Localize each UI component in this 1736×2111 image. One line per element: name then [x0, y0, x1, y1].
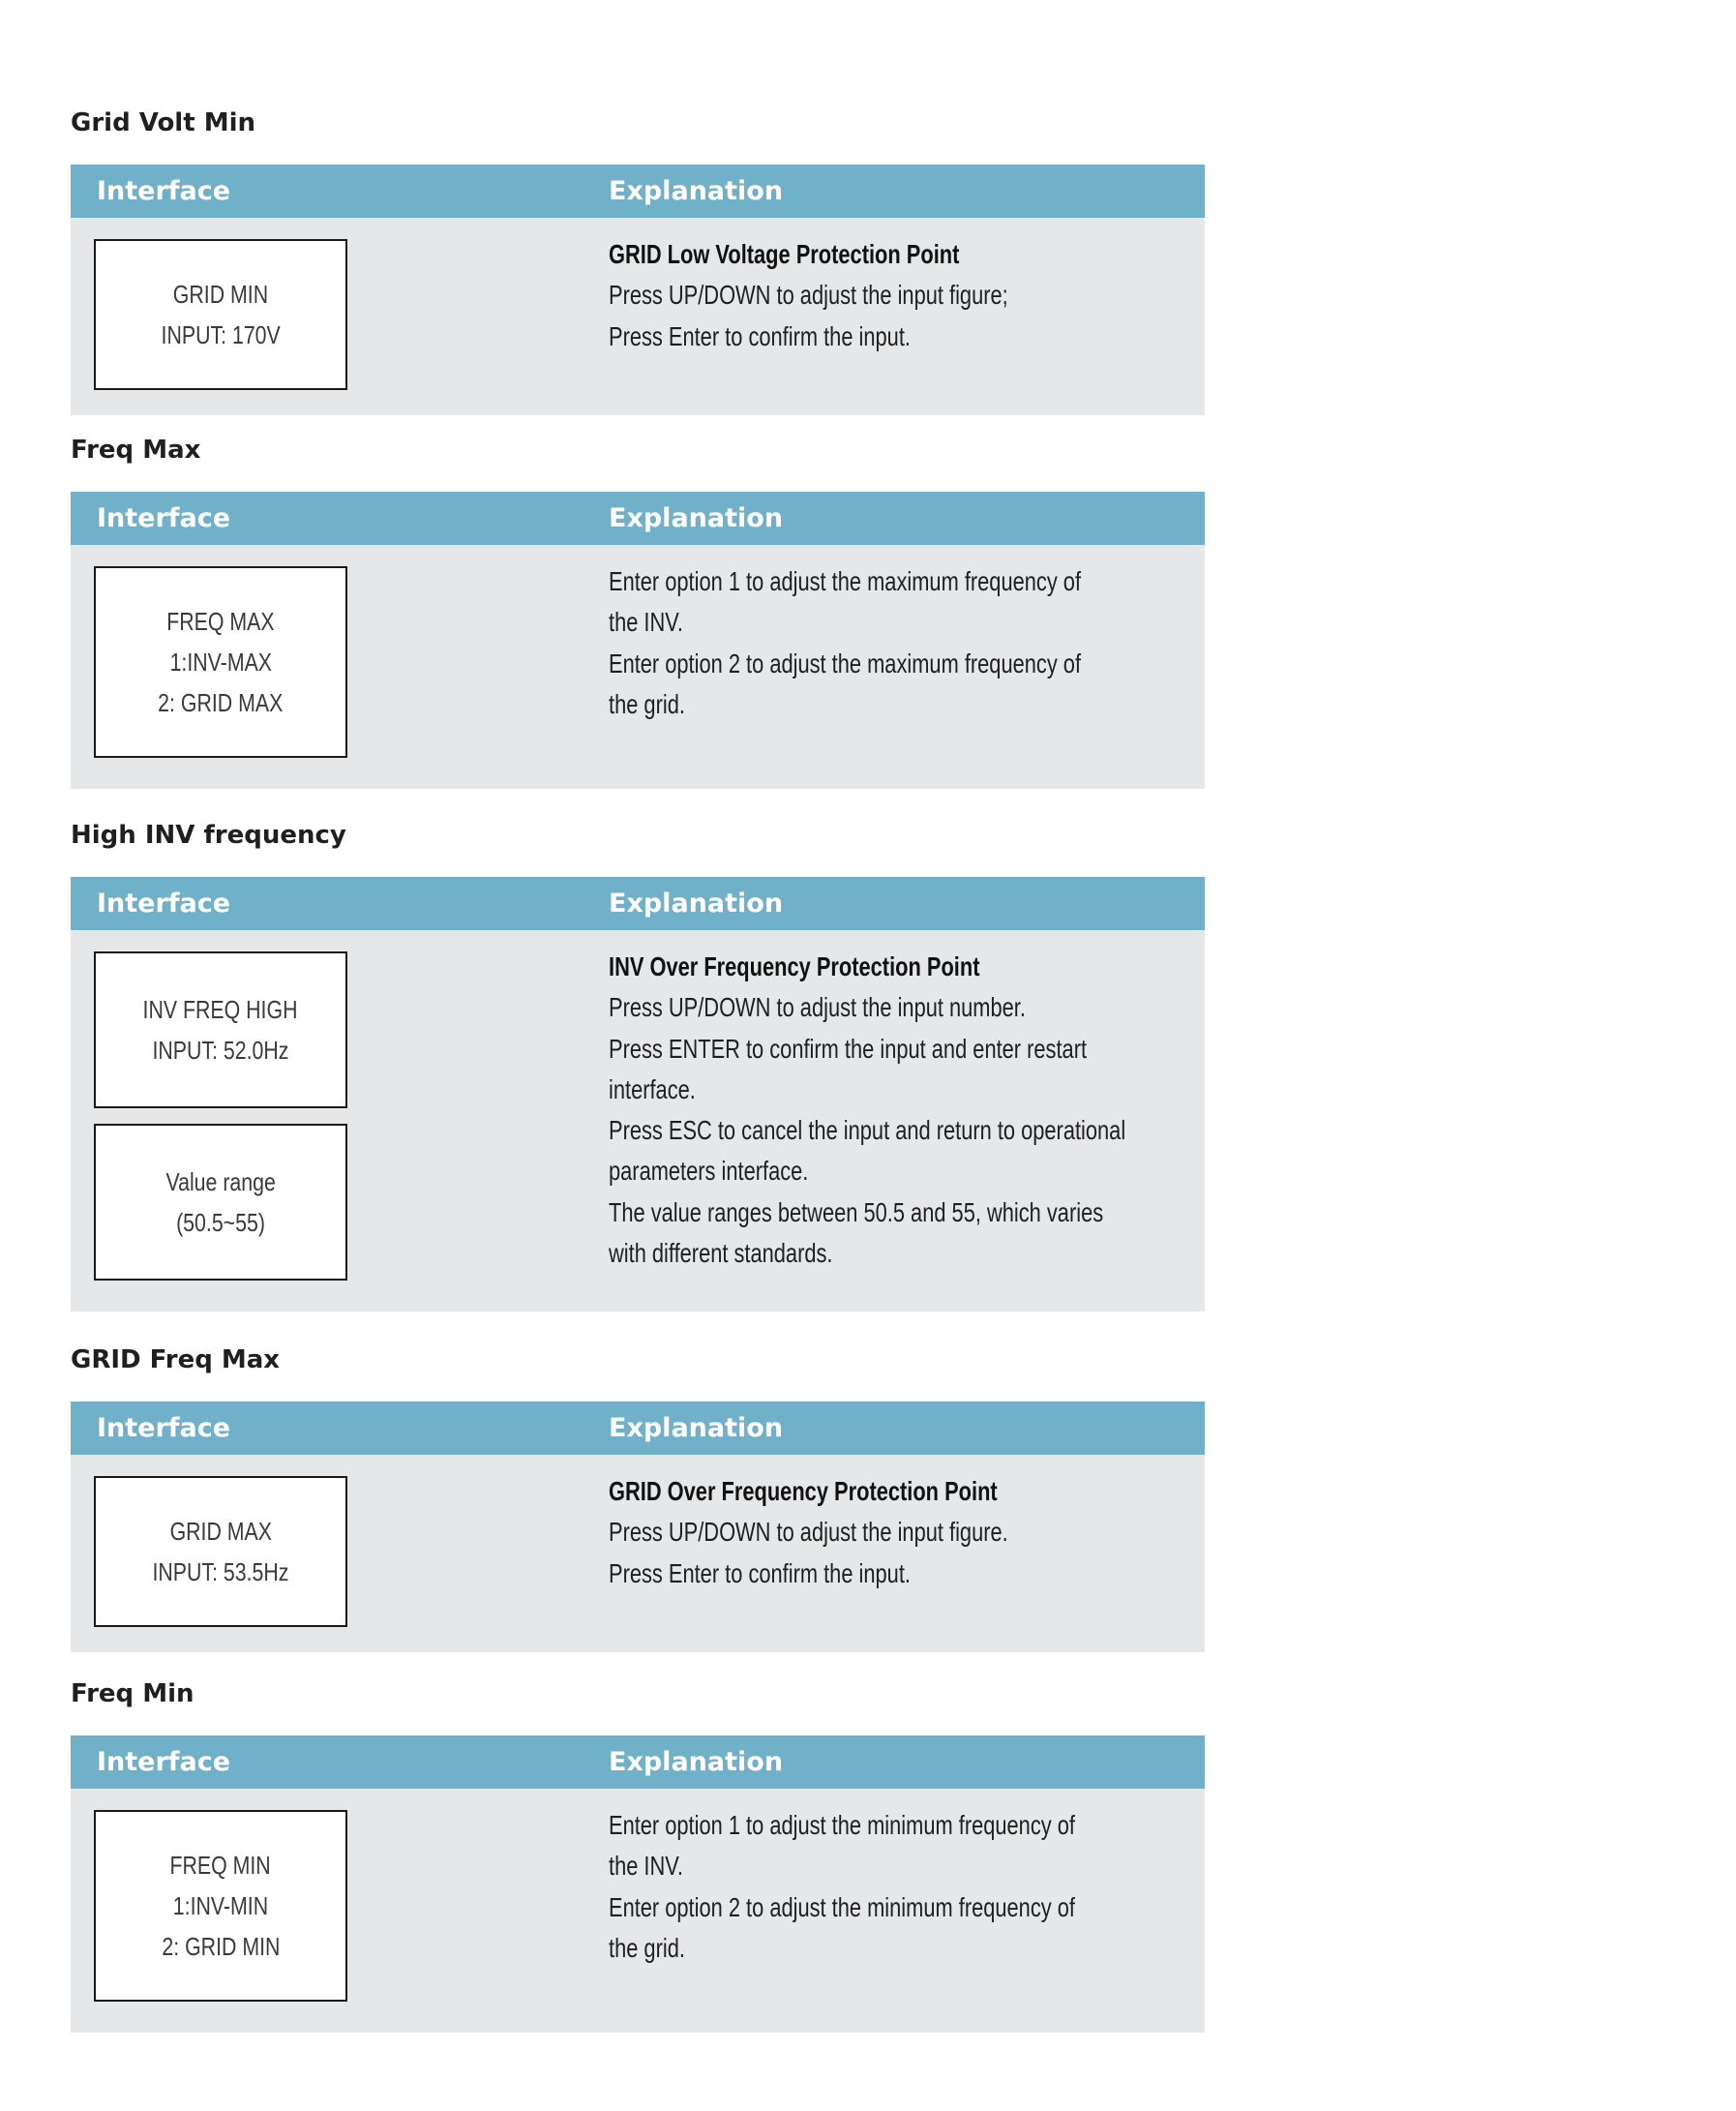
settings-table: [71, 1402, 1205, 1652]
explanation-line: the grid.: [609, 1932, 685, 1963]
explanation-line: parameters interface.: [609, 1156, 809, 1187]
section-title: GRID Freq Max: [71, 1345, 281, 1374]
lcd-line: (50.5~55): [176, 1208, 265, 1237]
lcd-line: 2: GRID MIN: [161, 1932, 280, 1961]
section-title: High INV frequency: [71, 821, 346, 850]
lcd-line: GRID MAX: [169, 1517, 272, 1546]
header-explanation: Explanation: [609, 503, 784, 533]
explanation-line: Press ENTER to confirm the input and enter restart: [609, 1033, 1088, 1064]
lcd-display: [94, 951, 347, 1108]
explanation-line: the grid.: [609, 688, 685, 719]
lcd-line: 2: GRID MAX: [158, 688, 284, 717]
header-explanation: Explanation: [609, 1413, 784, 1443]
settings-table: [71, 165, 1205, 415]
explanation-line: the INV.: [609, 607, 683, 638]
table-header: [71, 1735, 1205, 1789]
lcd-line: INPUT: 53.5Hz: [152, 1557, 289, 1586]
lcd-line: FREQ MIN: [169, 1851, 272, 1880]
explanation-line: Enter option 2 to adjust the maximum frequency of: [609, 648, 1082, 679]
explanation-line: interface.: [609, 1073, 696, 1104]
header-interface: Interface: [97, 176, 231, 206]
lcd-line: INPUT: 52.0Hz: [152, 1036, 289, 1065]
header-interface: Interface: [97, 889, 231, 919]
settings-table: [71, 1735, 1205, 2033]
explanation-line: Press Enter to confirm the input.: [609, 1557, 911, 1588]
lcd-display: [94, 1810, 347, 2002]
explanation-text: [609, 947, 1180, 1274]
explanation-line: Enter option 1 to adjust the minimum frequency of: [609, 1810, 1075, 1840]
explanation-text: [609, 561, 1180, 725]
section-title: Freq Min: [71, 1679, 195, 1708]
lcd-line: GRID MIN: [172, 280, 269, 309]
lcd-line: 1:INV-MAX: [169, 648, 272, 677]
lcd-display: [94, 239, 347, 390]
explanation-line: Press UP/DOWN to adjust the input number.: [609, 992, 1026, 1023]
explanation-line: Enter option 1 to adjust the maximum frequency of: [609, 566, 1082, 596]
explanation-line: with different standards.: [609, 1238, 833, 1269]
explanation-text: [609, 1471, 1180, 1594]
section-title: Freq Max: [71, 436, 201, 465]
explanation-heading: GRID Over Frequency Protection Point: [609, 1476, 998, 1506]
explanation-text: [609, 234, 1180, 357]
explanation-line: Press Enter to confirm the input.: [609, 320, 911, 351]
lcd-display: [94, 566, 347, 758]
header-interface: Interface: [97, 503, 231, 533]
settings-table: [71, 492, 1205, 789]
header-explanation: Explanation: [609, 1747, 784, 1777]
lcd-line: Value range: [165, 1167, 276, 1196]
lcd-line: INV FREQ HIGH: [143, 995, 298, 1024]
explanation-line: Press UP/DOWN to adjust the input figure.: [609, 1517, 1008, 1548]
table-header: [71, 877, 1205, 930]
value-range-display: [94, 1124, 347, 1281]
header-explanation: Explanation: [609, 889, 784, 919]
explanation-line: Enter option 2 to adjust the minimum frequency of: [609, 1891, 1075, 1922]
header-interface: Interface: [97, 1413, 231, 1443]
explanation-line: Press ESC to cancel the input and return to operational: [609, 1115, 1126, 1146]
table-header: [71, 1402, 1205, 1455]
lcd-line: INPUT: 170V: [161, 320, 281, 349]
header-explanation: Explanation: [609, 176, 784, 206]
settings-table: [71, 877, 1205, 1312]
lcd-line: FREQ MAX: [166, 607, 275, 636]
lcd-line: 1:INV-MIN: [172, 1891, 269, 1920]
section-title: Grid Volt Min: [71, 108, 255, 137]
table-header: [71, 492, 1205, 545]
lcd-display: [94, 1476, 347, 1627]
explanation-heading: INV Over Frequency Protection Point: [609, 951, 980, 981]
table-header: [71, 165, 1205, 218]
header-interface: Interface: [97, 1747, 231, 1777]
explanation-line: the INV.: [609, 1851, 683, 1882]
explanation-line: The value ranges between 50.5 and 55, which varies: [609, 1196, 1104, 1227]
explanation-heading: GRID Low Voltage Protection Point: [609, 239, 960, 269]
explanation-line: Press UP/DOWN to adjust the input figure;: [609, 280, 1008, 311]
explanation-text: [609, 1805, 1180, 1969]
